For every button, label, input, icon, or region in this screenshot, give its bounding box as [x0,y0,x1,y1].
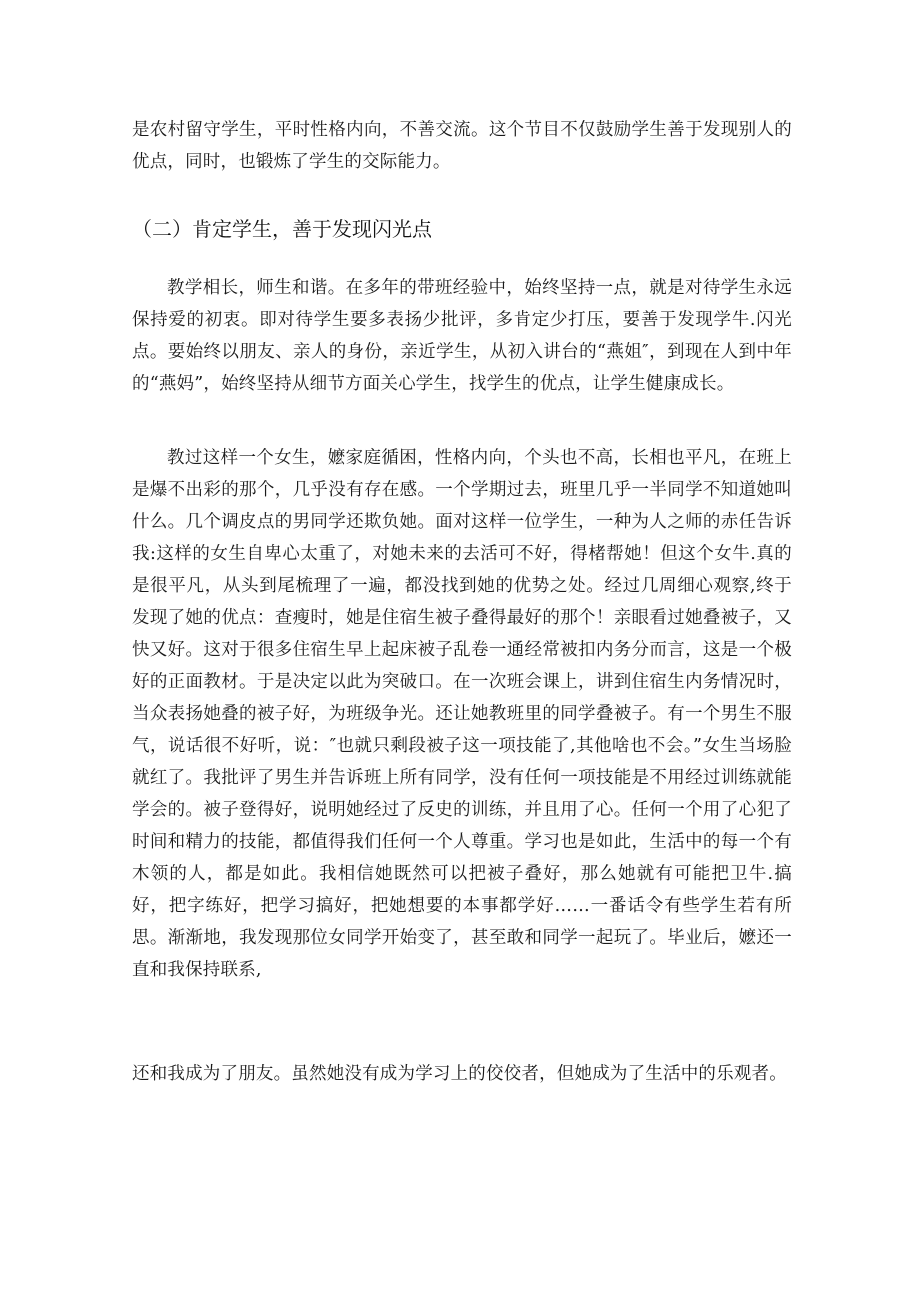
paragraph-intro: 是农村留守学生，平时性格内向，不善交流。这个节目不仅鼓励学生善于发现别人的优点，同时，也锻炼了学生的交际能力。 [132,120,792,172]
paragraph-teaching: 教学相长，师生和谐。在多年的带班经验中，始终坚持一点，就是对待学生永远保持爱的初衷。即对待学生要多表扬少批评，多肯定少打压，要善于发现学牛.闪光点。要始终以朋友、亲人的身份，亲近学生，从初入讲台的“燕姐″，到现在人到中年的“燕妈”，始终坚持从细节方面关心学生，找学生的优点，让学生健康成长。 [132,278,792,394]
section-heading: （二）肯定学生，善于发现闪光点 [132,217,432,241]
paragraph-story: 教过这样一个女生，嬷家庭循困，性格内向，个头也不高，长相也平凡，在班上是爆不出彩的那个，几乎没有存在感。一个学期过去，班里几乎一半同学不知道她叫什么。几个调皮点的男同学还欺负她。面对这样一位学生，一种为人之师的赤任告诉我:这样的女生自卑心太重了，对她未来的去活可不好，得楮帮她！但这个女牛.真的是很平凡，从头到尾梳理了一遍，都没找到她的优势之处。经过几周细心观察,终于发现了她的优点：查瘦时，她是住宿生被子叠得最好的那个！亲眼看过她叠被子，又快又好。这对于很多住宿生早上起床被子乱卷一通经常被扣内务分而言，这是一个极好的正面教材。于是决定以此为突破口。在一次班会课上，讲到住宿生内务情况时，当众表扬她叠的被子好，为班级争光。还让她教班里的同学叠被子。有一个男生不服气，说话很不好听，说：″也就只剩段被子这一项技能了,其他啥也不会。”女生当场脸就红了。我批评了男生并告诉班上所有同学，没有任何一项技能是不用经过训练就能学会的。被子登得好，说明她经过了反史的训练，并且用了心。任何一个用了心犯了时间和精力的技能，都值得我们任何一个人尊重。学习也是如此，生活中的每一个有木领的人，都是如此。我相信她既然可以把被子叠好，那么她就有可能把卫牛.搞好，把字练好，把学习搞好，把她想要的本事都学好……一番话令有些学生若有所思。渐渐地，我发现那位女同学开始变了，甚至敢和同学一起玩了。毕业后，嬷还一直和我保持联系, [132,448,792,980]
paragraph-conclusion: 还和我成为了朋友。虽然她没有成为学习上的佼佼者，但她成为了生活中的乐观者。 [132,1064,787,1084]
